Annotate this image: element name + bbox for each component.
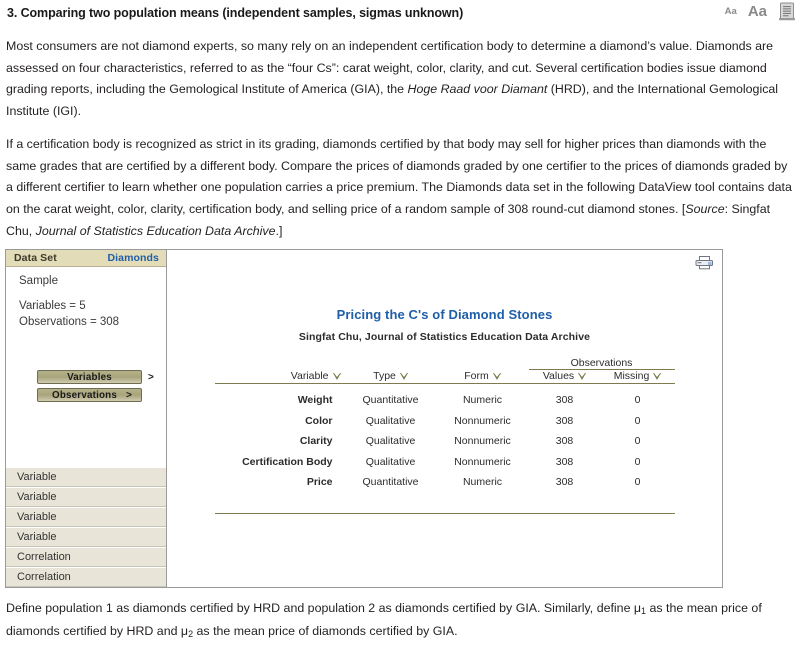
list-item[interactable]: Variable: [6, 467, 166, 487]
chevron-right-icon: >: [125, 389, 132, 401]
list-item[interactable]: Variable: [6, 487, 166, 507]
sample-label: Sample: [19, 275, 58, 287]
cell-missing: 0: [634, 476, 641, 489]
cell-values: 308: [555, 394, 574, 407]
section-header: [0, 0, 802, 26]
column-header-values[interactable]: Values: [529, 370, 601, 383]
observations-count: Observations = 308: [19, 316, 120, 328]
problem-paragraph: If a certification body is recognized as strict in its grading, diamonds certified by that body may sell for higher prices than diamonds with the same grades that are certified by a different body. Compare the prices of diamonds graded by one certifier to the prices of diamonds graded by a different certifier to learn whether one population carries a price premium. The Diamonds data set in the following DataView tool contains data on the carat weight, color, clarity, certification body, and selling price of a random sample of 308 round-cut diamond stones. [Source: Singfat Chu, Journal of Statistics Education Data Archive.]: [6, 137, 792, 238]
cell-missing: 0: [634, 394, 641, 407]
table-row[interactable]: [215, 472, 675, 493]
list-item[interactable]: Correlation: [6, 547, 166, 567]
cell-form: Numeric: [462, 394, 503, 407]
dataview-main-panel: [167, 250, 722, 587]
report-subtitle: Singfat Chu, Journal of Statistics Education Data Archive: [298, 331, 591, 343]
cell-variable[interactable]: Weight: [297, 394, 333, 407]
cell-form: Nonnumeric: [454, 455, 511, 468]
cell-values: 308: [555, 455, 574, 468]
column-header-form[interactable]: Form: [437, 370, 529, 383]
table-group-header-row: [215, 357, 675, 370]
observations-button[interactable]: [37, 388, 142, 402]
variables-button[interactable]: [37, 370, 142, 384]
print-document-icon[interactable]: [778, 2, 796, 21]
dataset-name: Diamonds: [107, 252, 159, 264]
observations-button-row: [6, 388, 167, 402]
cell-variable[interactable]: Clarity: [299, 435, 333, 448]
header-toolbar: [725, 2, 796, 21]
variables-button-label: Variables: [67, 371, 112, 383]
dataset-stats: [6, 287, 166, 330]
cell-values: 308: [555, 476, 574, 489]
cell-type: Qualitative: [365, 435, 416, 448]
cell-values: 308: [555, 435, 574, 448]
sort-descending-triangle-icon[interactable]: [493, 373, 501, 380]
variables-table: [215, 357, 675, 514]
cell-missing: 0: [634, 435, 641, 448]
cell-type: Quantitative: [362, 394, 419, 407]
variables-table-body: [215, 390, 675, 513]
variables-count: Variables = 5: [19, 300, 86, 312]
printer-icon[interactable]: [695, 255, 714, 270]
variables-button-row: [6, 370, 167, 384]
cell-form: Nonnumeric: [454, 414, 511, 427]
sort-descending-triangle-icon[interactable]: [333, 373, 341, 380]
dataset-header: [6, 250, 166, 267]
column-header-type[interactable]: Type: [345, 370, 437, 383]
sort-descending-triangle-icon[interactable]: [653, 373, 661, 380]
cell-values: 308: [555, 414, 574, 427]
cell-missing: 0: [634, 455, 641, 468]
dataset-label: Data Set: [14, 252, 57, 264]
observations-group-header: Observations: [529, 357, 675, 370]
table-row[interactable]: [215, 411, 675, 432]
cell-missing: 0: [634, 414, 641, 427]
intro-paragraph: Most consumers are not diamond experts, so many rely on an independent certification body to determine a diamond’s value. Diamonds are assessed on four characteristics, referred to as the “four Cs”: carat weight, color, clarity, and cut. Several certification bodies issue diamond grading reports, including the Gemological Institute of America (GIA), the Hoge Raad voor Diamant (HRD), and the International Gemological Institute (IGI).: [6, 39, 779, 119]
list-item[interactable]: Correlation: [6, 567, 166, 587]
cell-form: Nonnumeric: [454, 435, 511, 448]
table-header-spacer: [215, 383, 675, 390]
decrease-font-size-button[interactable]: Aa: [724, 5, 737, 17]
list-item[interactable]: Variable: [6, 507, 166, 527]
table-row[interactable]: [215, 431, 675, 452]
dataview-tool: [5, 249, 723, 588]
chevron-right-icon: >: [148, 371, 154, 383]
cell-form: Numeric: [462, 476, 503, 489]
table-column-header-row: [215, 370, 675, 383]
cell-type: Quantitative: [362, 476, 419, 489]
sidebar-item-list: [6, 467, 166, 587]
increase-font-size-button[interactable]: Aa: [747, 3, 767, 20]
cell-type: Qualitative: [365, 414, 416, 427]
cell-variable[interactable]: Color: [305, 414, 333, 427]
definition-paragraph: Define population 1 as diamonds certified by HRD and population 2 as diamonds certified by GIA. Similarly, define $\mu_1$ as the mean price of diamonds certified by HRD and $\mu_2$ as the mean price of diamonds certified by GIA.: [6, 601, 762, 639]
cell-variable[interactable]: Price: [306, 476, 333, 489]
sort-descending-triangle-icon[interactable]: [578, 373, 586, 380]
page-title: 3. Comparing two population means (independent samples, sigmas unknown): [7, 6, 464, 20]
observations-button-label: Observations: [52, 389, 118, 401]
report-title: Pricing the C's of Diamond Stones: [336, 307, 553, 322]
table-row[interactable]: [215, 390, 675, 411]
cell-type: Qualitative: [365, 455, 416, 468]
table-bottom-rule: [215, 493, 675, 514]
list-item[interactable]: Variable: [6, 527, 166, 547]
sidebar-action-buttons: [6, 370, 167, 406]
dataview-sidebar: [6, 250, 167, 587]
table-row[interactable]: [215, 452, 675, 473]
column-header-missing[interactable]: Missing: [601, 370, 675, 383]
cell-variable[interactable]: Certification Body: [242, 455, 333, 468]
sort-descending-triangle-icon[interactable]: [400, 373, 408, 380]
column-header-variable[interactable]: Variable: [215, 370, 345, 383]
